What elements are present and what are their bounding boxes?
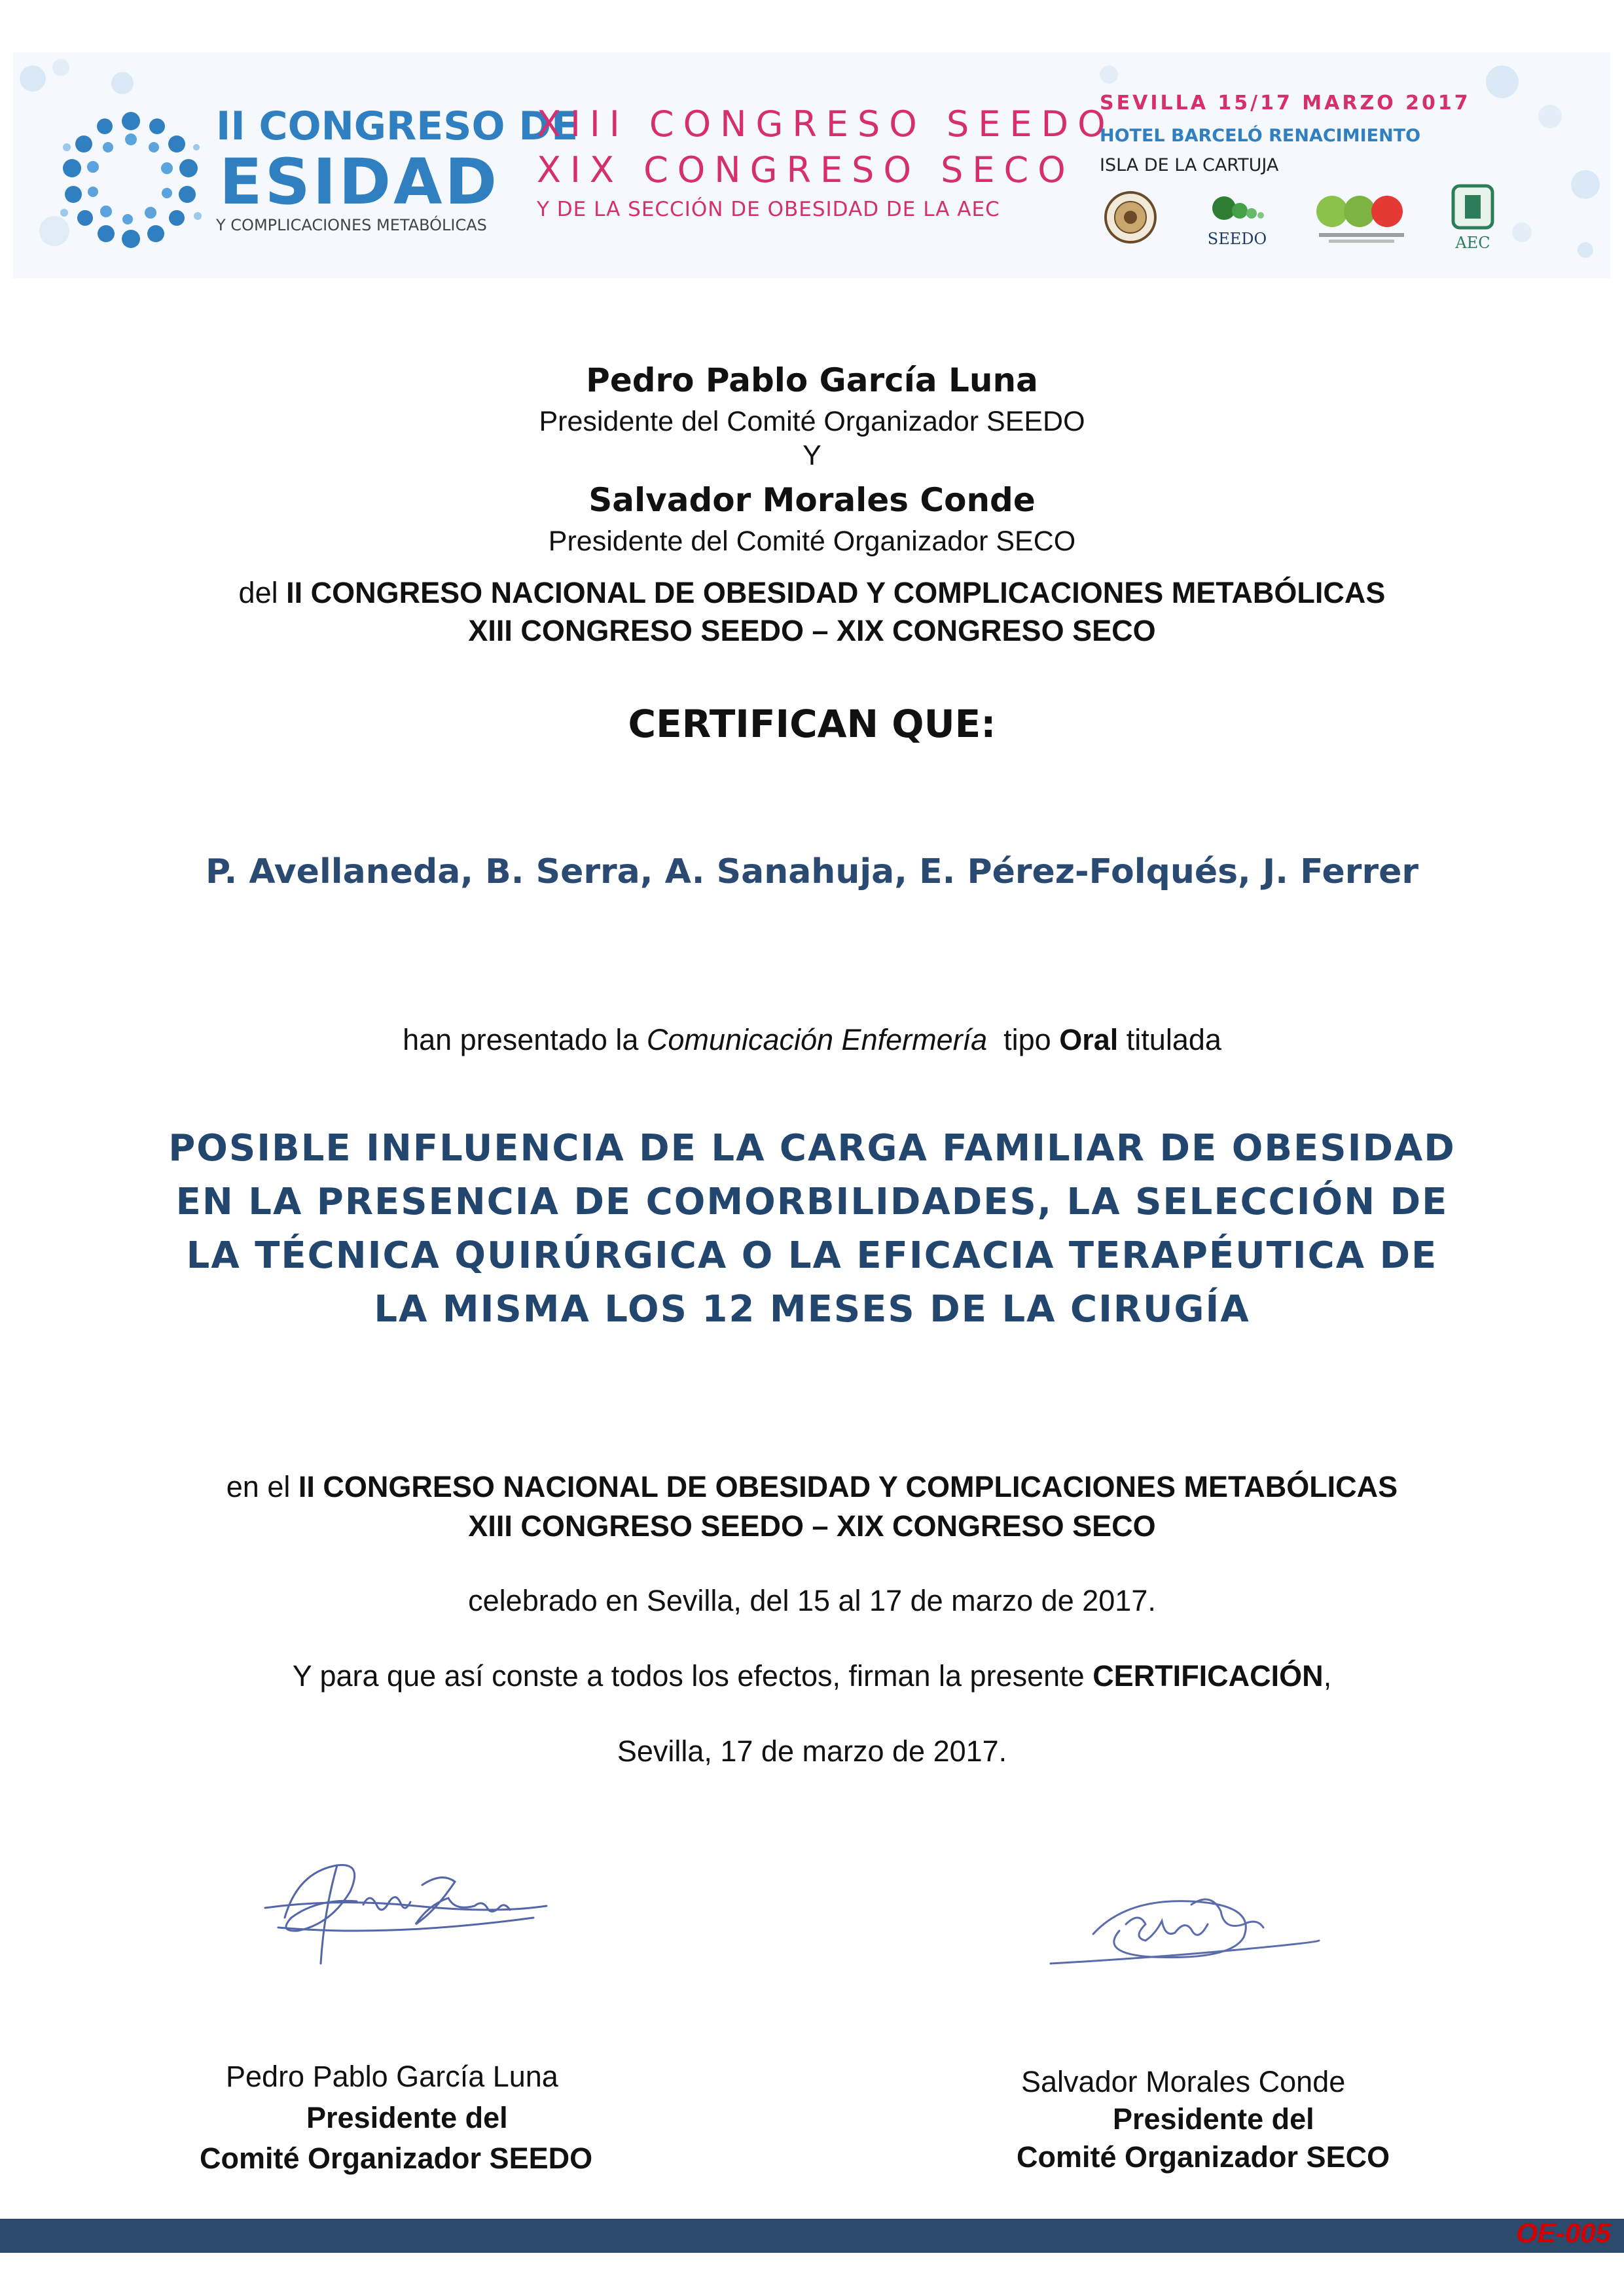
congress-line2: XIX CONGRESO SECO <box>537 149 1075 190</box>
presentation-post: titulada <box>1126 1023 1221 1056</box>
signature-left-image <box>259 1846 553 1970</box>
congress-line <box>0 576 1624 610</box>
certifier2-name: Salvador Morales Conde <box>588 481 1036 519</box>
congress-name: II CONGRESO NACIONAL DE OBESIDAD Y COMPLICACIONES METABÓLICAS <box>286 576 1386 609</box>
closing-bold: CERTIFICACIÓN <box>1092 1659 1324 1693</box>
header-banner <box>13 52 1610 278</box>
aec-logo <box>1447 183 1499 255</box>
certifier1-role: Presidente del Comité Organizador SEEDO <box>539 406 1085 437</box>
title-line-2: EN LA PRESENCIA DE COMORBILIDADES, LA SELECCIÓN DE <box>175 1181 1449 1223</box>
congress-line3: Y DE LA SECCIÓN DE OBESIDAD DE LA AEC <box>537 198 1000 221</box>
presentation-tipo: tipo <box>1003 1023 1051 1056</box>
logo-line1: II CONGRESO DE <box>216 103 579 149</box>
event-held: celebrado en Sevilla, del 15 al 17 de marzo de 2017. <box>468 1584 1156 1617</box>
presentation-type: Comunicación Enfermería <box>646 1023 988 1056</box>
obesity-o-logo <box>59 108 203 252</box>
event-prefix: en el <box>226 1470 291 1503</box>
logo-line2: ESIDAD <box>219 145 500 219</box>
society-seal-logo <box>1103 190 1159 245</box>
place-date: Sevilla, 17 de marzo de 2017. <box>617 1734 1007 1768</box>
apples-logo <box>1312 188 1411 247</box>
footer-bar <box>0 2219 1624 2253</box>
presentation-pre: han presentado la <box>403 1023 639 1056</box>
presentation-format: Oral <box>1059 1023 1119 1056</box>
signature-right-role1: Presidente del <box>1113 2102 1314 2136</box>
congress-prefix: del <box>238 576 278 609</box>
title-line-3: LA TÉCNICA QUIRÚRGICA O LA EFICACIA TERAPÉUTICA DE <box>186 1234 1438 1277</box>
closing-line <box>0 1659 1624 1693</box>
title-line-4: LA MISMA LOS 12 MESES DE LA CIRUGÍA <box>374 1288 1250 1331</box>
signature-right-name: Salvador Morales Conde <box>1021 2065 1346 2098</box>
seedo-logo <box>1198 191 1276 250</box>
presentation-line <box>0 1023 1624 1057</box>
event-sub: XIII CONGRESO SEEDO – XIX CONGRESO SECO <box>468 1509 1156 1543</box>
certify-heading: CERTIFICAN QUE: <box>628 702 996 746</box>
closing-pre: Y para que así conste a todos los efectos, firman la presente <box>292 1659 1085 1693</box>
signature-right-image <box>1047 1885 1322 1983</box>
closing-post: , <box>1323 1659 1332 1693</box>
signature-left-name: Pedro Pablo García Luna <box>226 2060 558 2093</box>
signature-left-role1: Presidente del <box>306 2101 508 2134</box>
signature-left-role2: Comité Organizador SEEDO <box>200 2142 593 2175</box>
conjunction: Y <box>803 440 821 471</box>
aec-logo-text: AEC <box>1455 234 1490 252</box>
congress-line1: XIII CONGRESO SEEDO <box>537 103 1115 145</box>
venue-line2: HOTEL BARCELÓ RENACIMIENTO <box>1100 126 1421 146</box>
event-name: II CONGRESO NACIONAL DE OBESIDAD Y COMPLICACIONES METABÓLICAS <box>298 1470 1398 1503</box>
authors: P. Avellaneda, B. Serra, A. Sanahuja, E. Pérez-Folqués, J. Ferrer <box>205 852 1419 891</box>
signature-right-role2: Comité Organizador SECO <box>1017 2140 1390 2174</box>
logo-line3: Y COMPLICACIONES METABÓLICAS <box>216 216 487 234</box>
certifier1-name: Pedro Pablo García Luna <box>586 361 1038 399</box>
title-line-1: POSIBLE INFLUENCIA DE LA CARGA FAMILIAR DE OBESIDAD <box>168 1127 1456 1170</box>
document-code: OE-005 <box>1516 2217 1611 2248</box>
congress-sub: XIII CONGRESO SEEDO – XIX CONGRESO SECO <box>468 614 1156 647</box>
certifier2-role: Presidente del Comité Organizador SECO <box>548 526 1076 557</box>
seedo-logo-text: SEEDO <box>1207 230 1267 248</box>
event-line <box>0 1470 1624 1504</box>
venue-line1: SEVILLA 15/17 MARZO 2017 <box>1100 92 1471 115</box>
venue-line3: ISLA DE LA CARTUJA <box>1100 155 1279 175</box>
